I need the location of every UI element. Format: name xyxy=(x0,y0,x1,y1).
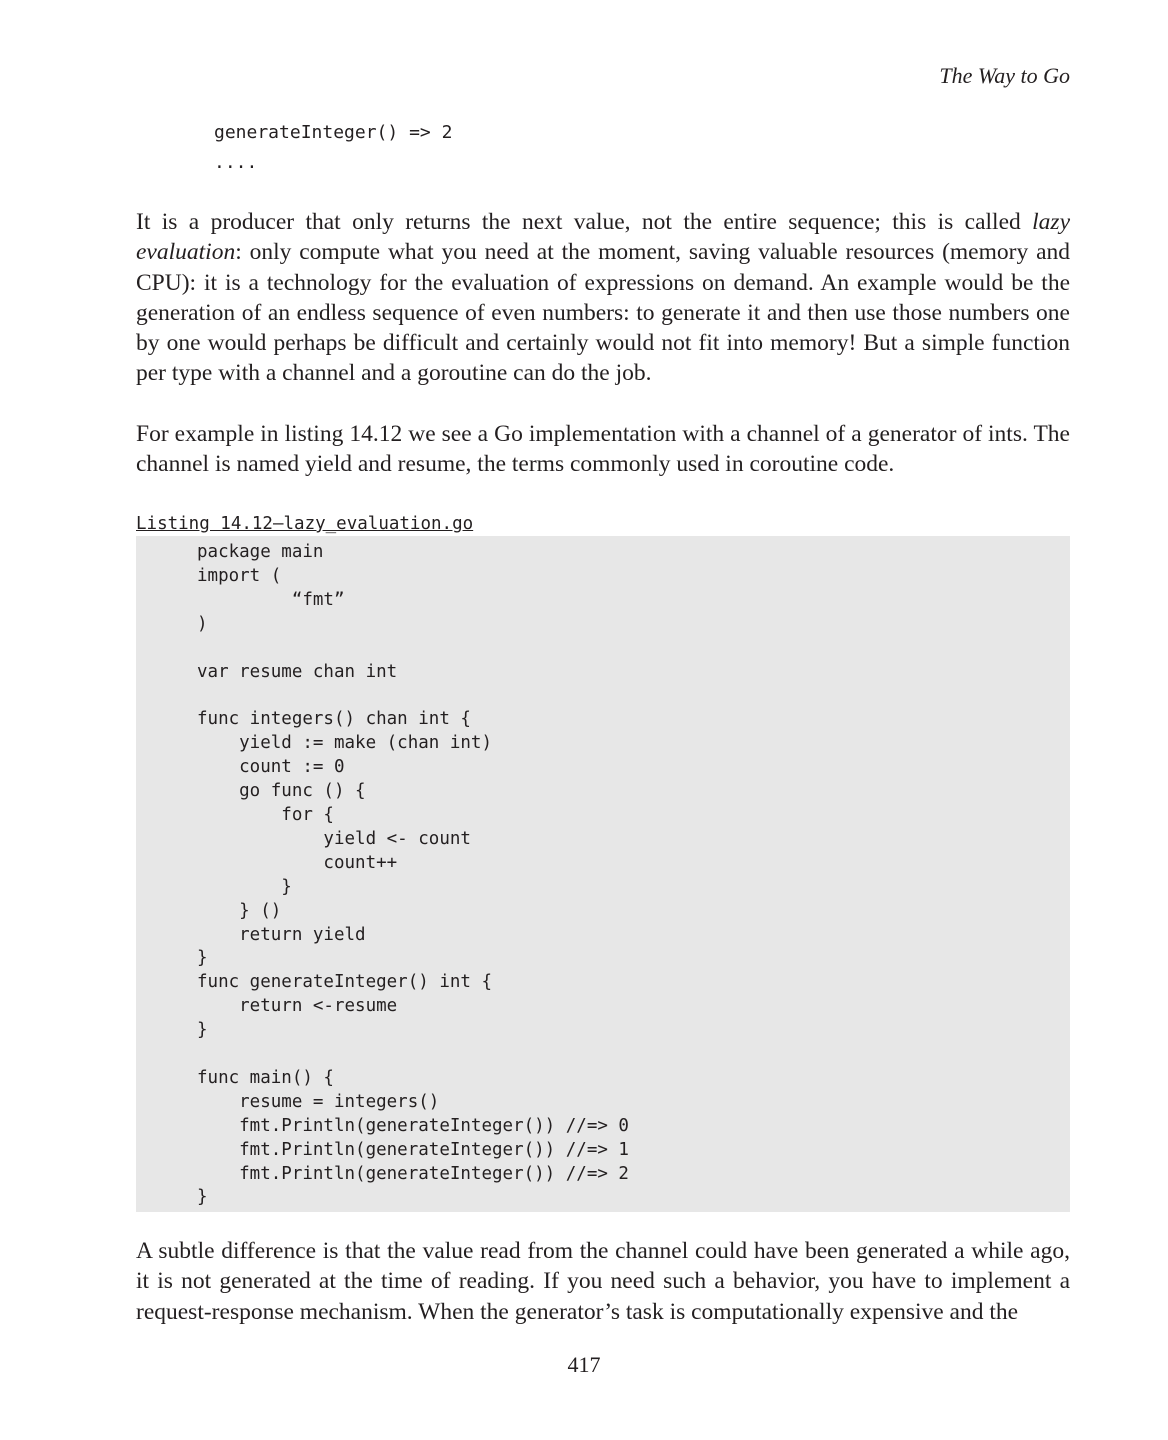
emphasis-term: lazy evaluation xyxy=(136,209,1070,266)
paragraph-text: It is a producer that only returns the next value, not the entire sequence; this is called xyxy=(136,209,1033,235)
code-snippet-continuation: generateInteger() => 2 .... xyxy=(214,122,453,173)
paragraph-subtle-difference: A subtle difference is that the value read from the channel could have been generated a while ago, it is not generated at the time of reading. If you need such a behavior, you have to implement a request-response mechanism. When the generator’s task is computationally expensive and the xyxy=(136,1238,1070,1325)
listing-caption: Listing 14.12—lazy_evaluation.go xyxy=(136,514,474,534)
running-header-title: The Way to Go xyxy=(939,63,1070,88)
page-number: 417 xyxy=(567,1352,601,1377)
paragraph-listing-intro: For example in listing 14.12 we see a Go implementation with a channel of a generator of ints. The channel is named yield and resume, the terms commonly used in coroutine code. xyxy=(136,421,1070,478)
code-listing: package main import ( “fmt” ) var resume chan int func integers() chan int { yield := make (chan int) count := 0 go func () { for { yield <- count count++ } } () return yield } func generateInteger() int { return <-resume } func main() { resume = integers() fmt.Println(generateInteger()) //=> 0 fmt.Println(generateInteger()) //=> 1 fmt.Println(generateInteger()) //=> 2 } xyxy=(197,542,629,1208)
paragraph-text: : only compute what you need at the moment, saving valuable resources (memory and CPU): it is a technology for the evaluation of expressions on demand. An example would be the generation of an endless sequence of even numbers: to generate it and then use those numbers one by one would perhaps be difficult and certainly would not fit into memory! But a simple function per type with a channel and a goroutine can do the job. xyxy=(136,239,1070,387)
paragraph-lazy-evaluation xyxy=(136,207,1070,389)
